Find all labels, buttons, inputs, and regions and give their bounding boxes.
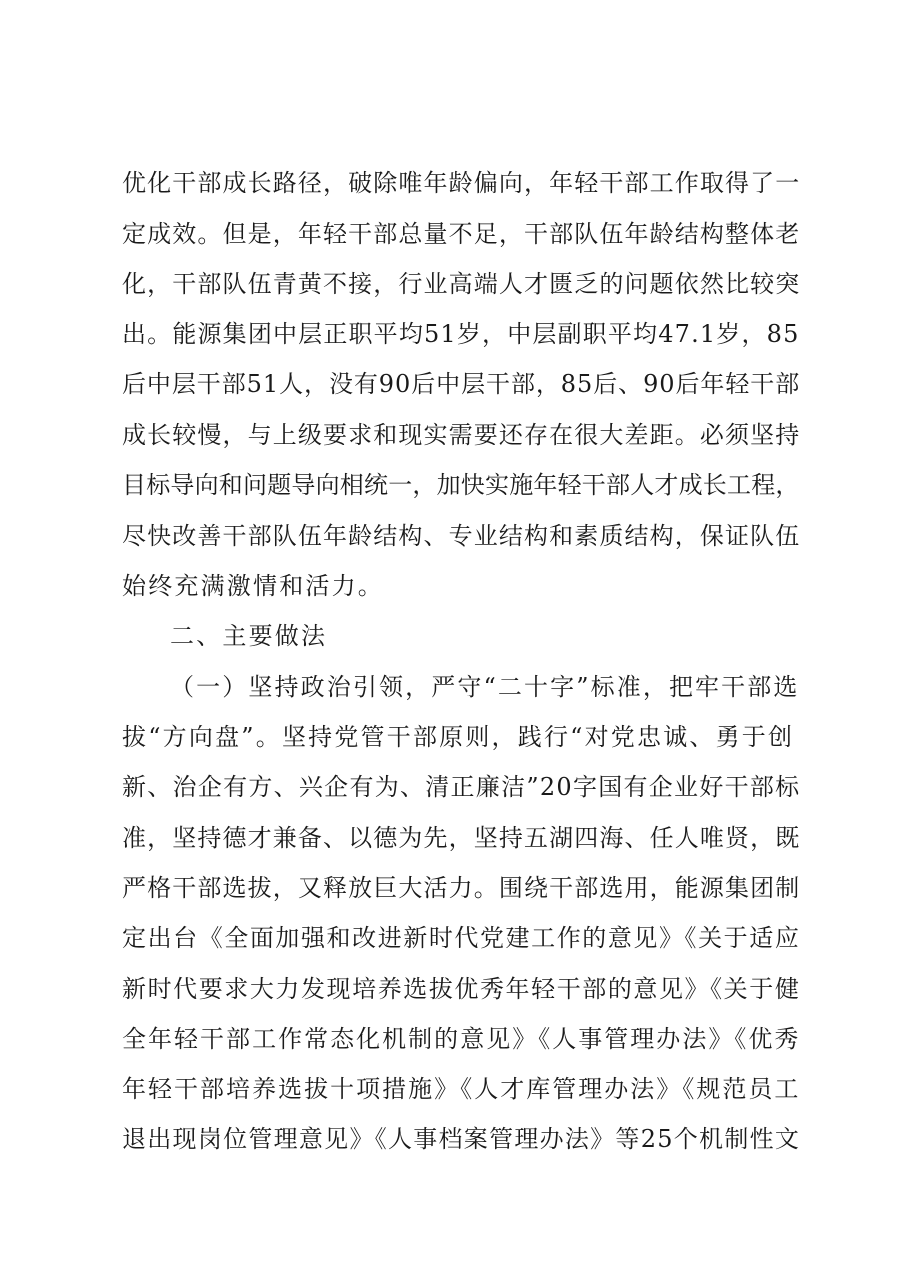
text-line: 目标导向和问题导向相统一，加快实施年轻干部人才成长工程，	[122, 471, 800, 499]
text-line: 拔“方向盘”。坚持党管干部原则，践行“对党忠诚、勇于创	[122, 723, 795, 751]
text-line: （一）坚持政治引领，严守“二十字”标准，把牢干部选	[170, 673, 800, 701]
text-line: 定成效。但是，年轻干部总量不足，干部队伍年龄结构整体老	[122, 220, 801, 248]
text-line: 严格干部选拔，又释放巨大活力。围绕干部选用，能源集团制	[122, 874, 801, 902]
text-line: 新、治企有方、兴企有为、清正廉洁”20字国有企业好干部标	[122, 773, 801, 801]
text-line: 准，坚持德才兼备、以德为先，坚持五湖四海、任人唯贤，既	[122, 824, 801, 852]
text-line: 定出台《全面加强和改进新时代党建工作的意见》《关于适应	[122, 924, 801, 952]
text-line: 尽快改善干部队伍年龄结构、专业结构和素质结构，保证队伍	[122, 522, 801, 550]
text-line: 退出现岗位管理意见》《人事档案管理办法》等25个机制性文	[122, 1125, 801, 1153]
text-line: 始终充满激情和活力。	[122, 572, 384, 600]
text-line: 后中层干部51人，没有90后中层干部，85后、90后年轻干部	[122, 370, 801, 398]
text-line: 化，干部队伍青黄不接，行业高端人才匮乏的问题依然比较突	[122, 270, 801, 298]
text-line: 成长较慢，与上级要求和现实需要还存在很大差距。必须坚持	[122, 421, 801, 449]
text-line: 年轻干部培养选拔十项措施》《人才库管理办法》《规范员工	[122, 1075, 801, 1103]
text-line: 新时代要求大力发现培养选拔优秀年轻干部的意见》《关于健	[122, 975, 801, 1003]
section-heading: 二、主要做法	[170, 622, 328, 650]
text-line: 出。能源集团中层正职平均51岁，中层副职平均47.1岁，85	[122, 320, 800, 348]
text-line: 全年轻干部工作常态化机制的意见》《人事管理办法》《优秀	[122, 1025, 801, 1053]
text-line: 优化干部成长路径，破除唯年龄偏向，年轻干部工作取得了一	[122, 169, 801, 197]
